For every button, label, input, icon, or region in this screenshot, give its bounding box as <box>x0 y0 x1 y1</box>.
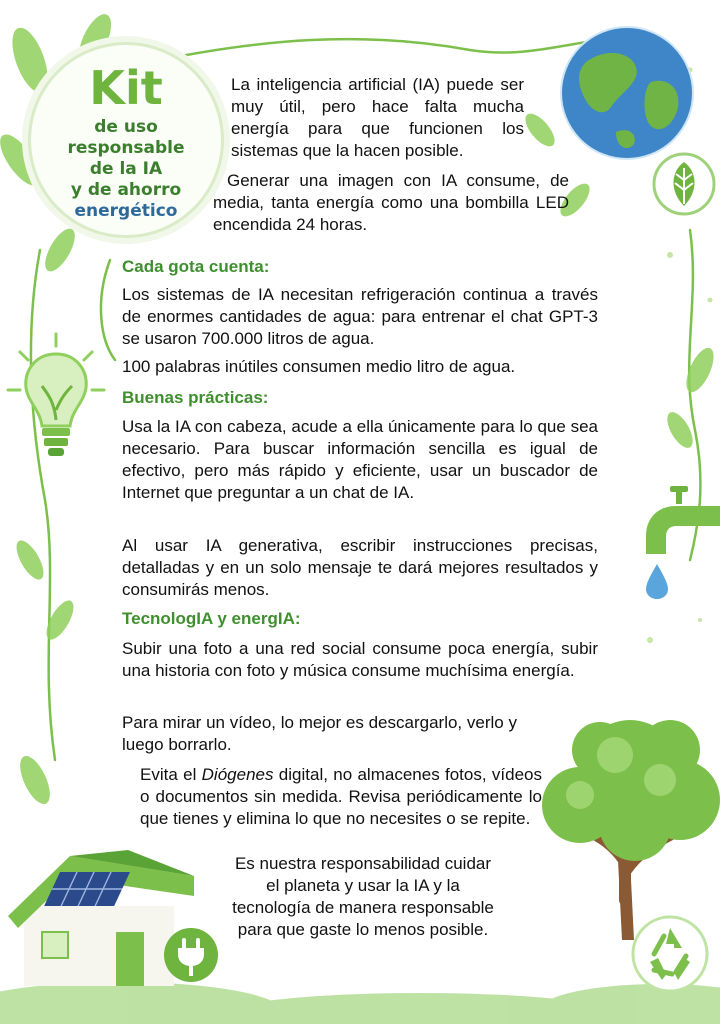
section-water-paragraph-1: Los sistemas de IA necesitan refrigeración continua a través de enormes cantidades de agua: para entrenar el chat GPT-3 se usaron 700.000 litros de agua. <box>122 285 598 348</box>
kit-subtitle-line: energético <box>74 201 178 221</box>
section-technology-paragraph-2: Para mirar un vídeo, lo mejor es descargarlo, verlo y luego borrarlo. <box>122 713 517 754</box>
leaf-icon <box>650 150 718 218</box>
kit-badge <box>28 42 224 238</box>
plug-icon <box>162 926 220 984</box>
lightbulb-icon <box>6 330 106 470</box>
closing-statement: Es nuestra responsabilidad cuidar el planeta y usar la IA y la tecnología de manera responsable para que gaste lo menos posible. <box>232 854 494 939</box>
kit-subtitle-line: de uso <box>94 117 158 137</box>
diogenes-text-before: Evita el <box>140 765 202 784</box>
section-water-paragraph-2: 100 palabras inútiles consumen medio litro de agua. <box>122 357 516 376</box>
kit-subtitle-line: de la IA <box>89 159 163 179</box>
kit-title: Kit <box>89 61 163 115</box>
section-practices-paragraph-1: Usa la IA con cabeza, acude a ella únicamente para lo que sea necesario. Para buscar información sencilla es igual de efectivo, pero más rápido y eficiente, usar un buscador de Internet que preguntar a un chat de IA. <box>122 417 598 502</box>
kit-subtitle <box>41 117 211 222</box>
diogenes-text-italic: Diógenes <box>201 765 274 784</box>
globe-icon <box>556 22 698 164</box>
recycle-icon <box>630 914 710 994</box>
section-technology-paragraph-1: Subir una foto a una red social consume poca energía, subir una historia con foto y música consume muchísima energía. <box>122 639 598 680</box>
water-drop-icon <box>644 562 670 600</box>
section-heading-practices: Buenas prácticas: <box>122 388 269 407</box>
section-practices-paragraph-2: Al usar IA generativa, escribir instrucciones precisas, detalladas y en un solo mensaje te dará mejores resultados y consumirás menos. <box>122 536 598 599</box>
intro-paragraph-1: La inteligencia artificial (IA) puede ser muy útil, pero hace falta mucha energía para que funcionen los sistemas que la hacen posible. <box>231 75 524 160</box>
diogenes-text-after: digital, no almacenes fotos, vídeos o documentos sin medida. Revisa periódicamente lo que tienes y elimina lo que no necesites o se repite. <box>140 765 542 828</box>
section-technology-paragraph-3 <box>140 764 542 830</box>
kit-subtitle-line: responsable <box>67 138 185 158</box>
section-heading-water: Cada gota cuenta: <box>122 257 270 276</box>
tree-icon <box>540 710 720 940</box>
section-heading-technology: TecnologIA y energIA: <box>122 609 301 628</box>
kit-subtitle-line: y de ahorro <box>70 180 182 200</box>
faucet-icon <box>636 484 720 564</box>
intro-paragraph-2: Generar una imagen con IA consume, de media, tanta energía como una bombilla LED encendida 24 horas. <box>213 171 569 234</box>
